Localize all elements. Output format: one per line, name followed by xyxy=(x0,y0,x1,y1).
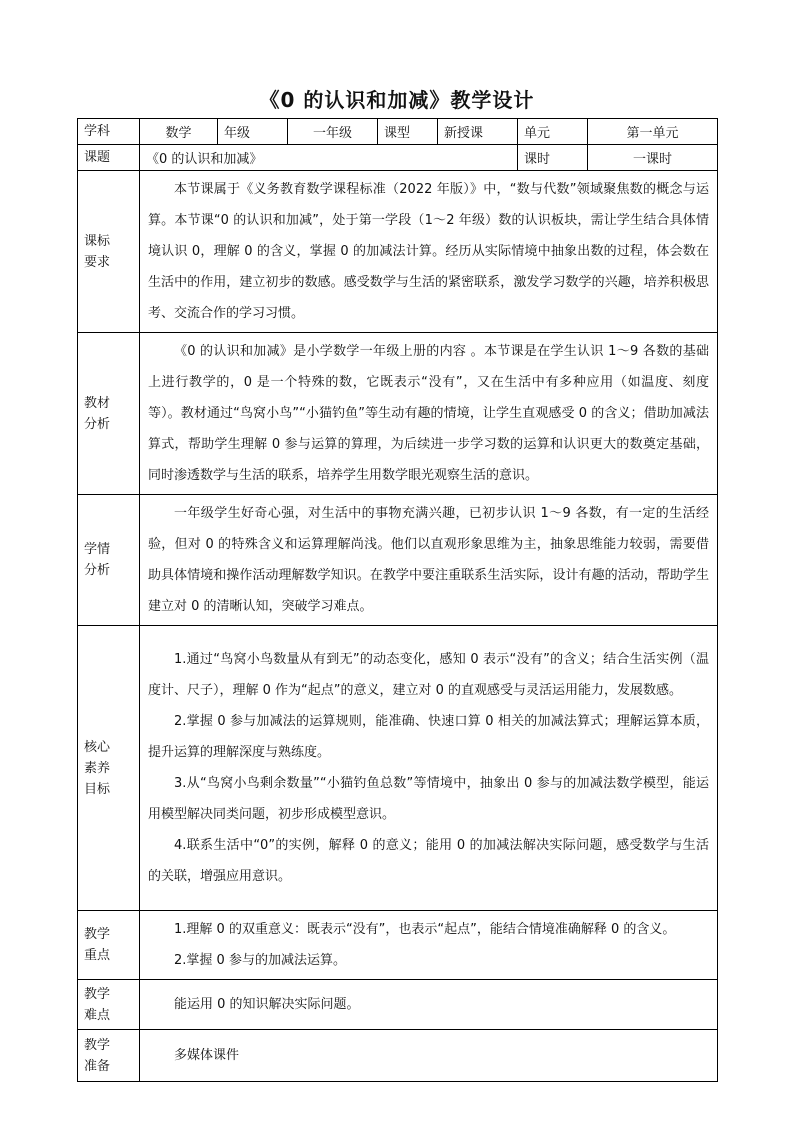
hours-value: 一课时 xyxy=(588,145,718,171)
unit-label: 单元 xyxy=(518,119,588,145)
curriculum-label-line: 课标 xyxy=(84,233,111,249)
core-row xyxy=(78,626,718,911)
topic-row xyxy=(78,145,718,171)
core-content xyxy=(140,626,718,911)
core-goal-item: 3.从“鸟窝小鸟剩余数量”“小猫钓鱼总数”等情境中，抽象出 0 参与的加减法数学模型，能运用模型解决同类问题，初步形成模型意识。 xyxy=(148,776,709,822)
key-point-item: 2.掌握 0 参与的加减法运算。 xyxy=(174,953,346,968)
hours-label: 课时 xyxy=(518,145,588,171)
preparation-label xyxy=(78,1030,140,1082)
difficulties-label xyxy=(78,980,140,1030)
core-label-line: 目标 xyxy=(84,781,111,797)
key-points-row xyxy=(78,911,718,980)
textbook-label-line: 教材 xyxy=(84,395,111,411)
difficulties-text: 能运用 0 的知识解决实际问题。 xyxy=(174,997,360,1012)
learners-text: 一年级学生好奇心强，对生活中的事物充满兴趣，已初步认识 1～9 各数，有一定的生活经验，但对 0 的特殊含义和运算理解尚浅。他们以直观形象思维为主，抽象思维能力较弱，需要借助具体情境和操作活动理解数学知识。在教学中要注重联系生活实际，设计有趣的活动，帮助学生建立对 0 的清晰认知，突破学习难点。 xyxy=(148,506,709,614)
lesson-type-value: 新授课 xyxy=(438,119,518,145)
key-point-item: 1.理解 0 的双重意义：既表示“没有”，也表示“起点”，能结合情境准确解释 0 的含义。 xyxy=(174,922,676,937)
curriculum-label-line: 要求 xyxy=(84,254,111,270)
textbook-content xyxy=(140,333,718,495)
header-row xyxy=(78,119,718,145)
preparation-row xyxy=(78,1030,718,1082)
preparation-label-line: 教学 xyxy=(84,1037,111,1053)
lesson-type-label: 课型 xyxy=(378,119,438,145)
learners-row xyxy=(78,495,718,626)
curriculum-row xyxy=(78,171,718,333)
curriculum-text: 本节课属于《义务教育数学课程标准（2022 年版）》中，“数与代数”领域聚焦数的概念与运算。本节课“0 的认识和加减”，处于第一学段（1～2 年级）数的认识板块，需让学生结合具体情境认识 0，理解 0 的含义，掌握 0 的加减法计算。经历从实际情境中抽象出数的过程，体会数在生活中的作用，建立初步的数感。感受数学与生活的紧密联系，激发学习数学的兴趣，培养积极思考、交流合作的学习习惯。 xyxy=(148,182,709,321)
topic-value: 《0 的认识和加减》 xyxy=(140,145,518,171)
key-points-label-line: 重点 xyxy=(84,948,111,963)
grade-value: 一年级 xyxy=(288,119,378,145)
learners-content xyxy=(140,495,718,626)
unit-value: 第一单元 xyxy=(588,119,718,145)
difficulties-content xyxy=(140,980,718,1030)
textbook-label xyxy=(78,333,140,495)
core-goal-item: 1.通过“鸟窝小鸟数量从有到无”的动态变化，感知 0 表示“没有”的含义；结合生活实例（温度计、尺子），理解 0 作为“起点”的意义，建立对 0 的直观感受与灵活运用能力，发展数感。 xyxy=(148,652,709,698)
subject-label: 学科 xyxy=(78,119,140,145)
grade-label: 年级 xyxy=(218,119,288,145)
textbook-label-line: 分析 xyxy=(84,416,111,432)
difficulties-label-line: 难点 xyxy=(84,1007,111,1023)
textbook-text: 《0 的认识和加减》是小学数学一年级上册的内容 。本节课是在学生认识 1～9 各数的基础上进行教学的，0 是一个特殊的数，它既表示“没有”，又在生活中有多种应用（如温度、刻度等）。教材通过“鸟窝小鸟”“小猫钓鱼”等生动有趣的情境，让学生直观感受 0 的含义；借助加减法算式，帮助学生理解 0 参与运算的算理，为后续进一步学习数的运算和认识更大的数奠定基础，同时渗透数学与生活的联系，培养学生用数学眼光观察生活的意识。 xyxy=(148,344,709,483)
subject-value: 数学 xyxy=(140,119,218,145)
core-label-line: 核心 xyxy=(84,739,111,755)
key-points-content xyxy=(140,911,718,980)
core-label-line: 素养 xyxy=(84,760,111,776)
page-title: 《0 的认识和加减》教学设计 xyxy=(259,88,535,112)
key-points-label-line: 教学 xyxy=(84,927,111,942)
core-goal-item: 2.掌握 0 参与加减法的运算规则，能准确、快速口算 0 相关的加减法算式；理解运算本质，提升运算的理解深度与熟练度。 xyxy=(148,714,709,760)
preparation-text: 多媒体课件 xyxy=(174,1048,240,1063)
learners-label-line: 学情 xyxy=(84,542,111,557)
difficulties-label-line: 教学 xyxy=(84,986,111,1002)
lesson-plan-table xyxy=(77,118,718,1082)
topic-label: 课题 xyxy=(78,145,140,171)
curriculum-label xyxy=(78,171,140,333)
curriculum-content xyxy=(140,171,718,333)
preparation-label-line: 准备 xyxy=(84,1058,111,1074)
preparation-content xyxy=(140,1030,718,1082)
difficulties-row xyxy=(78,980,718,1030)
core-label xyxy=(78,626,140,911)
learners-label-line: 分析 xyxy=(84,563,111,578)
core-goal-item: 4.联系生活中“0”的实例，解释 0 的意义；能用 0 的加减法解决实际问题，感受数学与生活的关联，增强应用意识。 xyxy=(148,838,709,884)
key-points-label xyxy=(78,911,140,980)
learners-label xyxy=(78,495,140,626)
textbook-row xyxy=(78,333,718,495)
